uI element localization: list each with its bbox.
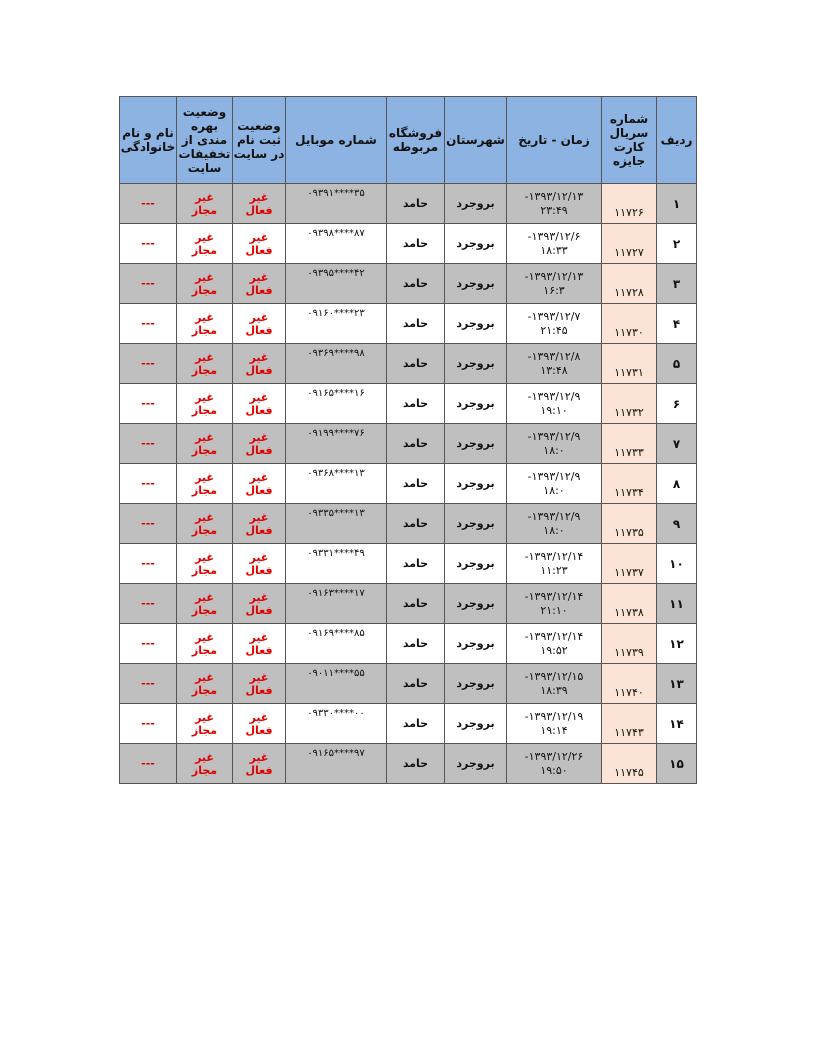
store: حامد xyxy=(387,184,445,224)
city: بروجرد xyxy=(445,544,507,584)
registration-status-line-1: غیر xyxy=(249,750,269,764)
mobile-number: ۰۹۱۶۵****۱۶ xyxy=(286,384,387,424)
full-name: --- xyxy=(120,424,177,464)
date-time xyxy=(507,464,602,504)
discount-status-line-1: غیر xyxy=(195,750,214,764)
mobile-number: ۰۹۳۳۱****۴۹ xyxy=(286,544,387,584)
store: حامد xyxy=(387,584,445,624)
table-row xyxy=(120,704,697,744)
date-text: ۱۳۹۳/۱۲/۹- xyxy=(527,469,581,483)
time-text: ۱۹:۵۰ xyxy=(540,763,568,777)
table-row xyxy=(120,624,697,664)
date-text: ۱۳۹۳/۱۲/۹- xyxy=(527,509,581,523)
registration-status xyxy=(233,624,286,664)
registrations-table-container xyxy=(119,96,696,784)
store: حامد xyxy=(387,424,445,464)
header-row-number: ردیف xyxy=(657,97,697,184)
serial-number: ۱۱۷۲۶ xyxy=(602,184,657,224)
table-row xyxy=(120,184,697,224)
store: حامد xyxy=(387,384,445,424)
time-text: ۱۹:۱۰ xyxy=(540,403,568,417)
registration-status xyxy=(233,264,286,304)
mobile-number: ۰۹۱۶۳****۱۷ xyxy=(286,584,387,624)
discount-status xyxy=(177,624,233,664)
store: حامد xyxy=(387,464,445,504)
serial-number: ۱۱۷۳۲ xyxy=(602,384,657,424)
discount-status-line-2: مجاز xyxy=(191,523,218,537)
table-row xyxy=(120,264,697,304)
date-text: ۱۳۹۳/۱۲/۱۹- xyxy=(524,709,584,723)
table-row xyxy=(120,504,697,544)
registration-status-line-1: غیر xyxy=(249,470,269,484)
serial-number: ۱۱۷۳۱ xyxy=(602,344,657,384)
discount-status xyxy=(177,304,233,344)
discount-status-line-1: غیر xyxy=(195,710,214,724)
city: بروجرد xyxy=(445,744,507,784)
serial-number: ۱۱۷۳۰ xyxy=(602,304,657,344)
date-time xyxy=(507,184,602,224)
registration-status-line-1: غیر xyxy=(249,550,269,564)
row-number: ۷ xyxy=(657,424,697,464)
row-number: ۶ xyxy=(657,384,697,424)
discount-status-line-1: غیر xyxy=(195,510,214,524)
serial-number: ۱۱۷۳۴ xyxy=(602,464,657,504)
discount-status xyxy=(177,344,233,384)
table-row xyxy=(120,584,697,624)
discount-status-line-1: غیر xyxy=(195,230,214,244)
mobile-number: ۰۹۱۶۰****۲۳ xyxy=(286,304,387,344)
full-name: --- xyxy=(120,704,177,744)
row-number: ۱۴ xyxy=(657,704,697,744)
registration-status-line-2: فعال xyxy=(245,403,273,417)
header-registration-status: وضعیت ثبت نام در سایت xyxy=(233,97,286,184)
mobile-number: ۰۹۱۶۵****۹۷ xyxy=(286,744,387,784)
date-time xyxy=(507,344,602,384)
full-name: --- xyxy=(120,624,177,664)
store: حامد xyxy=(387,264,445,304)
table-row xyxy=(120,664,697,704)
date-text: ۱۳۹۳/۱۲/۸- xyxy=(527,349,581,363)
city: بروجرد xyxy=(445,464,507,504)
table-row xyxy=(120,464,697,504)
date-time xyxy=(507,224,602,264)
serial-number: ۱۱۷۳۷ xyxy=(602,544,657,584)
serial-number: ۱۱۷۳۹ xyxy=(602,624,657,664)
date-text: ۱۳۹۳/۱۲/۱۵- xyxy=(524,669,584,683)
registration-status-line-2: فعال xyxy=(245,443,273,457)
registration-status-line-1: غیر xyxy=(249,590,269,604)
discount-status xyxy=(177,544,233,584)
discount-status-line-2: مجاز xyxy=(191,283,218,297)
full-name: --- xyxy=(120,544,177,584)
mobile-number: ۰۹۳۳۰****۰۰ xyxy=(286,704,387,744)
city: بروجرد xyxy=(445,184,507,224)
mobile-number: ۰۹۱۶۹****۸۵ xyxy=(286,624,387,664)
date-text: ۱۳۹۳/۱۲/۲۶- xyxy=(524,749,584,763)
discount-status-line-2: مجاز xyxy=(191,763,218,777)
registration-status-line-1: غیر xyxy=(249,310,269,324)
table-row xyxy=(120,224,697,264)
header-serial: شماره سریال کارت جایزه xyxy=(602,97,657,184)
time-text: ۲۳:۴۹ xyxy=(540,203,568,217)
discount-status xyxy=(177,264,233,304)
registration-status xyxy=(233,704,286,744)
registration-status-line-1: غیر xyxy=(249,710,269,724)
table-row xyxy=(120,744,697,784)
discount-status xyxy=(177,464,233,504)
date-time xyxy=(507,704,602,744)
registration-status-line-1: غیر xyxy=(249,630,269,644)
date-time xyxy=(507,664,602,704)
date-text: ۱۳۹۳/۱۲/۱۴- xyxy=(524,629,584,643)
time-text: ۱۸:۳۹ xyxy=(540,683,568,697)
discount-status xyxy=(177,584,233,624)
table-row xyxy=(120,544,697,584)
date-text: ۱۳۹۳/۱۲/۱۴- xyxy=(524,589,584,603)
table-row xyxy=(120,304,697,344)
date-text: ۱۳۹۳/۱۲/۹- xyxy=(527,429,581,443)
registration-status xyxy=(233,664,286,704)
date-time xyxy=(507,584,602,624)
discount-status-line-2: مجاز xyxy=(191,643,218,657)
full-name: --- xyxy=(120,464,177,504)
discount-status-line-1: غیر xyxy=(195,350,214,364)
discount-status-line-2: مجاز xyxy=(191,723,218,737)
header-city: شهرستان xyxy=(445,97,507,184)
date-time xyxy=(507,504,602,544)
header-datetime: زمان - تاریخ xyxy=(507,97,602,184)
registration-status-line-1: غیر xyxy=(249,430,269,444)
discount-status-line-2: مجاز xyxy=(191,603,218,617)
mobile-number: ۰۹۳۹۵****۴۲ xyxy=(286,264,387,304)
store: حامد xyxy=(387,344,445,384)
discount-status xyxy=(177,664,233,704)
registration-status xyxy=(233,744,286,784)
date-text: ۱۳۹۳/۱۲/۹- xyxy=(527,389,581,403)
discount-status-line-2: مجاز xyxy=(191,323,218,337)
discount-status-line-2: مجاز xyxy=(191,203,218,217)
table-body xyxy=(120,184,697,784)
discount-status-line-2: مجاز xyxy=(191,563,218,577)
discount-status xyxy=(177,224,233,264)
discount-status xyxy=(177,184,233,224)
discount-status-line-2: مجاز xyxy=(191,483,218,497)
city: بروجرد xyxy=(445,224,507,264)
mobile-number: ۰۹۱۹۹****۷۶ xyxy=(286,424,387,464)
date-text: ۱۳۹۳/۱۲/۱۳- xyxy=(524,269,584,283)
row-number: ۱۰ xyxy=(657,544,697,584)
date-time xyxy=(507,304,602,344)
row-number: ۱۵ xyxy=(657,744,697,784)
serial-number: ۱۱۷۲۷ xyxy=(602,224,657,264)
discount-status xyxy=(177,704,233,744)
row-number: ۱ xyxy=(657,184,697,224)
row-number: ۲ xyxy=(657,224,697,264)
full-name: --- xyxy=(120,184,177,224)
discount-status xyxy=(177,424,233,464)
discount-status-line-1: غیر xyxy=(195,310,214,324)
city: بروجرد xyxy=(445,664,507,704)
discount-status-line-1: غیر xyxy=(195,470,214,484)
time-text: ۱۱:۲۳ xyxy=(540,563,568,577)
city: بروجرد xyxy=(445,304,507,344)
full-name: --- xyxy=(120,384,177,424)
registration-status xyxy=(233,344,286,384)
discount-status-line-2: مجاز xyxy=(191,363,218,377)
city: بروجرد xyxy=(445,384,507,424)
store: حامد xyxy=(387,224,445,264)
registration-status-line-2: فعال xyxy=(245,283,273,297)
registration-status xyxy=(233,544,286,584)
header-discount-status: وضعیت بهره مندی از تخفیفات سایت xyxy=(177,97,233,184)
mobile-number: ۰۹۳۶۸****۱۳ xyxy=(286,464,387,504)
registration-status-line-1: غیر xyxy=(249,670,269,684)
store: حامد xyxy=(387,544,445,584)
row-number: ۳ xyxy=(657,264,697,304)
registration-status-line-2: فعال xyxy=(245,603,273,617)
time-text: ۱۸:۰ xyxy=(543,443,565,457)
discount-status-line-1: غیر xyxy=(195,670,214,684)
registration-status-line-1: غیر xyxy=(249,510,269,524)
discount-status-line-2: مجاز xyxy=(191,403,218,417)
full-name: --- xyxy=(120,584,177,624)
city: بروجرد xyxy=(445,584,507,624)
registration-status xyxy=(233,504,286,544)
store: حامد xyxy=(387,704,445,744)
row-number: ۸ xyxy=(657,464,697,504)
date-text: ۱۳۹۳/۱۲/۶- xyxy=(527,229,581,243)
full-name: --- xyxy=(120,224,177,264)
full-name: --- xyxy=(120,504,177,544)
date-text: ۱۳۹۳/۱۲/۱۳- xyxy=(524,189,584,203)
serial-number: ۱۱۷۳۸ xyxy=(602,584,657,624)
discount-status-line-2: مجاز xyxy=(191,243,218,257)
store: حامد xyxy=(387,744,445,784)
registration-status-line-1: غیر xyxy=(249,230,269,244)
discount-status-line-2: مجاز xyxy=(191,443,218,457)
city: بروجرد xyxy=(445,504,507,544)
city: بروجرد xyxy=(445,344,507,384)
row-number: ۵ xyxy=(657,344,697,384)
registration-status-line-1: غیر xyxy=(249,390,269,404)
table-row xyxy=(120,424,697,464)
time-text: ۲۱:۴۵ xyxy=(540,323,568,337)
store: حامد xyxy=(387,304,445,344)
mobile-number: ۰۹۳۳۵****۱۳ xyxy=(286,504,387,544)
store: حامد xyxy=(387,624,445,664)
time-text: ۱۳:۴۸ xyxy=(540,363,568,377)
header-mobile: شماره موبایل xyxy=(286,97,387,184)
date-text: ۱۳۹۳/۱۲/۱۴- xyxy=(524,549,584,563)
registration-status-line-2: فعال xyxy=(245,643,273,657)
registration-status-line-2: فعال xyxy=(245,243,273,257)
discount-status-line-1: غیر xyxy=(195,430,214,444)
registration-status-line-1: غیر xyxy=(249,190,269,204)
serial-number: ۱۱۷۴۵ xyxy=(602,744,657,784)
serial-number: ۱۱۷۳۵ xyxy=(602,504,657,544)
table-row xyxy=(120,344,697,384)
registration-status xyxy=(233,424,286,464)
discount-status-line-2: مجاز xyxy=(191,683,218,697)
time-text: ۱۸:۰ xyxy=(543,523,565,537)
full-name: --- xyxy=(120,264,177,304)
full-name: --- xyxy=(120,664,177,704)
row-number: ۴ xyxy=(657,304,697,344)
full-name: --- xyxy=(120,744,177,784)
registration-status-line-2: فعال xyxy=(245,363,273,377)
discount-status-line-1: غیر xyxy=(195,270,214,284)
discount-status xyxy=(177,384,233,424)
registration-status-line-2: فعال xyxy=(245,763,273,777)
registration-status xyxy=(233,184,286,224)
discount-status-line-1: غیر xyxy=(195,630,214,644)
discount-status-line-1: غیر xyxy=(195,550,214,564)
full-name: --- xyxy=(120,304,177,344)
mobile-number: ۰۹۰۱۱****۵۵ xyxy=(286,664,387,704)
city: بروجرد xyxy=(445,704,507,744)
discount-status xyxy=(177,744,233,784)
time-text: ۲۱:۱۰ xyxy=(540,603,568,617)
date-time xyxy=(507,544,602,584)
date-text: ۱۳۹۳/۱۲/۷- xyxy=(527,309,581,323)
time-text: ۱۸:۰ xyxy=(543,483,565,497)
date-time xyxy=(507,264,602,304)
registration-status-line-1: غیر xyxy=(249,350,269,364)
discount-status xyxy=(177,504,233,544)
registration-status xyxy=(233,464,286,504)
header-row xyxy=(120,97,697,184)
store: حامد xyxy=(387,504,445,544)
date-time xyxy=(507,624,602,664)
store: حامد xyxy=(387,664,445,704)
serial-number: ۱۱۷۴۰ xyxy=(602,664,657,704)
discount-status-line-1: غیر xyxy=(195,190,214,204)
registration-status-line-2: فعال xyxy=(245,523,273,537)
row-number: ۱۳ xyxy=(657,664,697,704)
registrations-table xyxy=(119,96,697,784)
date-time xyxy=(507,384,602,424)
header-full-name: نام و نام خانوادگی xyxy=(120,97,177,184)
serial-number: ۱۱۷۴۳ xyxy=(602,704,657,744)
time-text: ۱۹:۱۴ xyxy=(540,723,568,737)
registration-status-line-2: فعال xyxy=(245,203,273,217)
header-store: فروشگاه مربوطه xyxy=(387,97,445,184)
discount-status-line-1: غیر xyxy=(195,390,214,404)
registration-status-line-2: فعال xyxy=(245,683,273,697)
row-number: ۱۲ xyxy=(657,624,697,664)
registration-status-line-2: فعال xyxy=(245,563,273,577)
mobile-number: ۰۹۳۶۹****۹۸ xyxy=(286,344,387,384)
row-number: ۱۱ xyxy=(657,584,697,624)
full-name: --- xyxy=(120,344,177,384)
serial-number: ۱۱۷۳۳ xyxy=(602,424,657,464)
mobile-number: ۰۹۳۹۸****۸۷ xyxy=(286,224,387,264)
time-text: ۱۶:۳ xyxy=(543,283,565,297)
date-time xyxy=(507,424,602,464)
registration-status xyxy=(233,224,286,264)
registration-status xyxy=(233,584,286,624)
registration-status-line-2: فعال xyxy=(245,323,273,337)
date-time xyxy=(507,744,602,784)
city: بروجرد xyxy=(445,424,507,464)
city: بروجرد xyxy=(445,264,507,304)
registration-status-line-1: غیر xyxy=(249,270,269,284)
table-row xyxy=(120,384,697,424)
city: بروجرد xyxy=(445,624,507,664)
row-number: ۹ xyxy=(657,504,697,544)
registration-status xyxy=(233,304,286,344)
serial-number: ۱۱۷۲۸ xyxy=(602,264,657,304)
registration-status-line-2: فعال xyxy=(245,483,273,497)
discount-status-line-1: غیر xyxy=(195,590,214,604)
time-text: ۱۹:۵۲ xyxy=(540,643,568,657)
mobile-number: ۰۹۳۹۱****۳۵ xyxy=(286,184,387,224)
registration-status-line-2: فعال xyxy=(245,723,273,737)
time-text: ۱۸:۳۳ xyxy=(540,243,568,257)
registration-status xyxy=(233,384,286,424)
